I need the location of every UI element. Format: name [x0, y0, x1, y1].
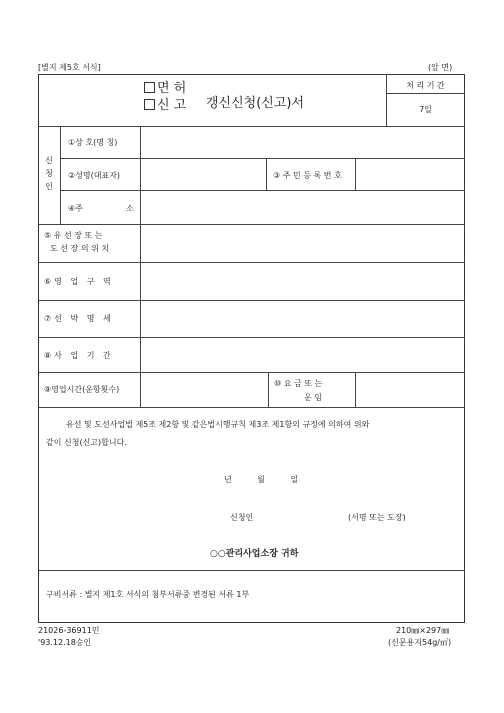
fare-label-1: ⑩ 요 금 또 는	[274, 379, 323, 388]
form-code: 21026-36911민	[38, 626, 100, 635]
business-period-field[interactable]	[141, 338, 464, 372]
address-field[interactable]	[141, 191, 464, 224]
paper-size: 210㎜×297㎜	[396, 626, 450, 635]
approval-date: '93.12.18승인	[38, 638, 92, 647]
addressee: ○○관리사업소장 귀하	[210, 549, 299, 559]
representative-name-label: ②성명(대표자)	[68, 171, 121, 180]
applicant-signature-label: 신청인	[230, 513, 254, 522]
location-label-2: 도 선 장 의 위 치	[50, 244, 110, 253]
processing-period-value: 7일	[419, 105, 432, 114]
statement-line-2: 같이 신청(신고)합니다.	[46, 438, 127, 447]
operating-hours-field[interactable]	[141, 373, 267, 407]
fare-field[interactable]	[356, 373, 464, 407]
business-area-field[interactable]	[141, 263, 464, 300]
form-title: 갱신신청(신고)서	[206, 96, 305, 111]
address-label-b: 소	[126, 204, 134, 213]
location-field[interactable]	[141, 225, 464, 262]
representative-name-field[interactable]	[141, 159, 265, 190]
vessel-spec-field[interactable]	[141, 301, 464, 337]
statement-line-1: 유선 및 도선사업법 제5조 제2항 및 같은법시행규칙 제3조 제1항의 규정에 의하여 위와	[66, 420, 370, 429]
address-label-a: ④주	[68, 204, 83, 213]
signature-note: (서명 또는 도장)	[348, 513, 406, 522]
processing-period-label: 처 리 기 간	[406, 81, 445, 90]
page-side-label: (앞 면)	[428, 63, 453, 72]
vessel-spec-label: ⑦선 박 명 세	[44, 314, 114, 323]
business-name-label: ①상 호(명 칭)	[68, 138, 118, 147]
license-checkbox[interactable]	[144, 82, 155, 93]
resident-number-label: ③ 주 민 등 록 번 호	[273, 171, 342, 180]
business-period-label: ⑧사 업 기 간	[44, 351, 114, 360]
application-date: 년 월 일	[224, 475, 299, 484]
business-area-label: ⑥영 업 구 역	[44, 277, 114, 286]
form-id-label: [별지 제5호 서식]	[38, 63, 101, 72]
report-checkbox[interactable]	[144, 99, 155, 110]
business-name-field[interactable]	[141, 127, 464, 158]
operating-hours-label: ⑨영업시간(운항횟수)	[44, 385, 120, 394]
location-label-1: ⑤ 유 선 장 또 는	[44, 231, 103, 240]
fare-label-2: 운 임	[304, 393, 322, 402]
license-option	[144, 80, 186, 97]
report-option-label: 신 고	[157, 98, 187, 113]
applicant-group-label: 신 청 인	[45, 156, 53, 191]
required-documents: 구비서류 : 별지 제1호 서식의 첨부서류중 변경된 서류 1부	[46, 590, 250, 599]
report-option	[144, 97, 186, 114]
paper-type: (신문용지54g/㎡)	[388, 638, 452, 647]
resident-number-field[interactable]	[356, 159, 464, 190]
license-option-label: 면 허	[157, 81, 187, 96]
